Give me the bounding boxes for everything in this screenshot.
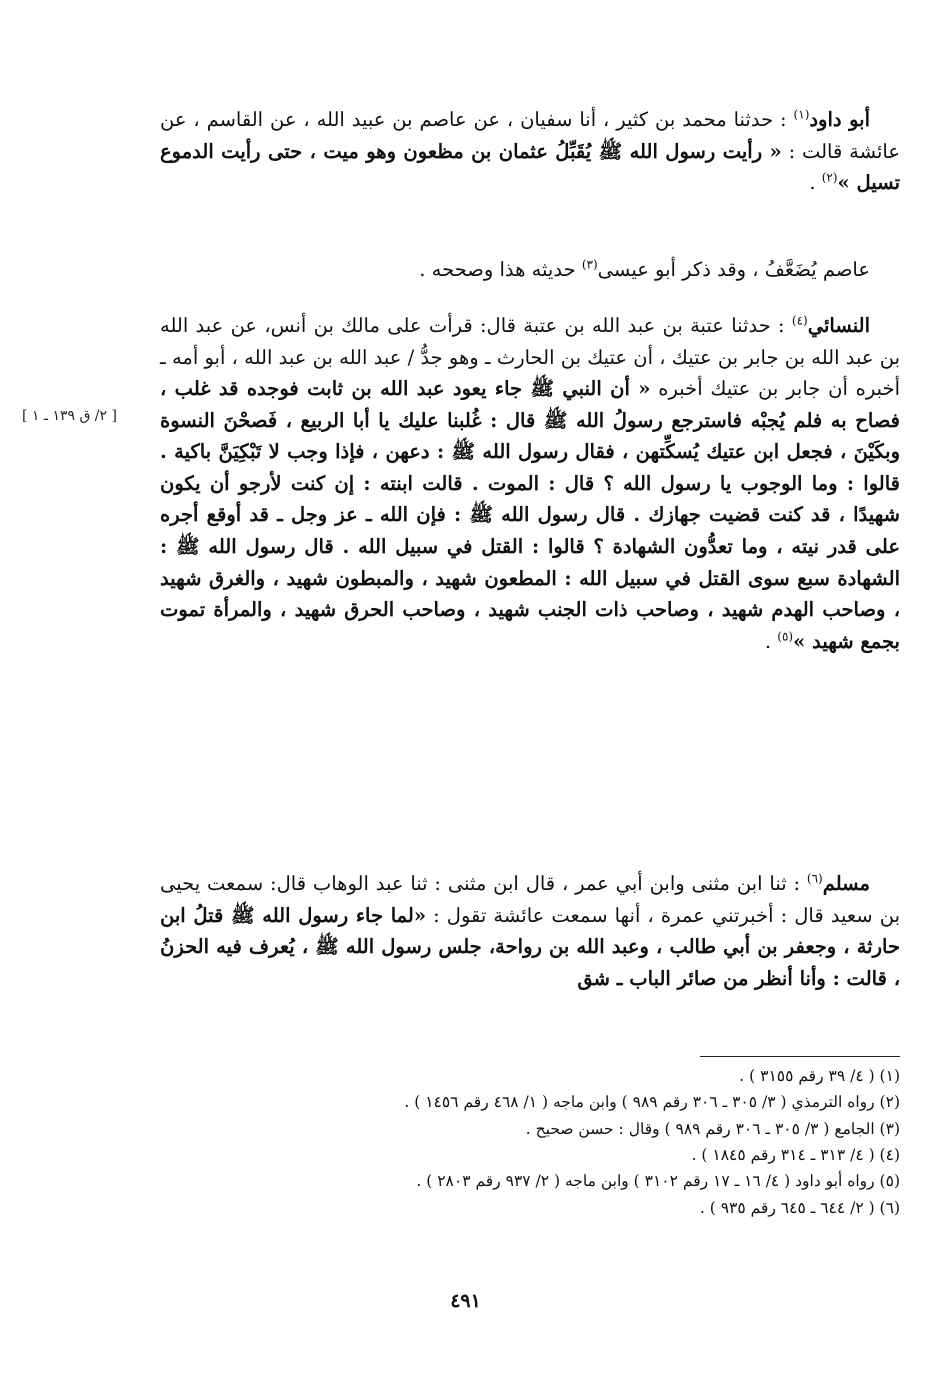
footnotes: [160, 1063, 900, 1221]
footnote-4: (٤) ( ٤/ ٣١٣ ـ ٣١٤ رقم ١٨٤٥ ) .: [691, 1146, 900, 1165]
hadith-text: « أن النبي ﷺ جاء يعود عبد الله بن ثابت فوجده قد غلب ، فصاح به فلم يُجبْه فاسترجع رسولُ الله ﷺ قال : غُلبنا عليك يا أبا الربيع ، فَصحْنَ النسوة وبكَيْنَ ، فجعل ابن عتيك يُسكِّتهن ، فقال رسول الله ﷺ : دعهن ، فإذا وجب لا تَبْكِيَنَّ باكية . قالوا : وما الوجوب يا رسول الله ؟ قال : الموت . قالت ابنته : إن كنت لأرجو أن يكون شهيدًا ، قد كنت قضيت جهازك . قال رسول الله ﷺ : فإن الله ـ عز وجل ـ قد أوقع أجره على قدر نيته ، وما تعدُّون الشهادة ؟ قالوا : القتل في سبيل الله . قال رسول الله ﷺ : الشهادة سبع سوى القتل في سبيل الله : المطعون شهيد ، والمبطون شهيد ، والغرق شهيد ، وصاحب الهدم شهيد ، وصاحب ذات الجنب شهيد ، وصاحب الحرق شهيد ، والمرأة تموت بجمع شهيد »: [160, 377, 900, 653]
paragraph-nasai: [160, 310, 900, 657]
footnote-ref: (٦): [806, 871, 823, 886]
isnad-text: : حدثنا عتبة بن عبد الله بن عتبة قال: قرأت على مالك بن أنس، عن عبد الله بن عبد الله بن جابر بن عتيك ، أن عتيك بن الحارث ـ وهو جدُّ / عبد الله بن عبد الله ، أبو أمه ـ أخبره أن جابر بن عتيك أخبره: [160, 314, 900, 401]
hadith-text: «لما جاء رسول الله ﷺ قتلُ ابن حارثة ، وجعفر بن أبي طالب ، وعبد الله بن رواحة، جلس رسول الله ﷺ ، يُعرف فيه الحزنُ ، قالت : وأنا أنظر من صائر الباب ـ شق: [160, 903, 900, 990]
footnote-5: (٥) رواه أبو داود ( ٤/ ١٦ ـ ١٧ رقم ٣١٠٢ ) وابن ماجه ( ٢/ ٩٣٧ رقم ٢٨٠٣ ) .: [416, 1172, 900, 1191]
footnote-ref: (٢): [821, 170, 838, 185]
footnote-2: (٢) رواه الترمذي ( ٣/ ٣٠٥ ـ ٣٠٦ رقم ٩٨٩ ) وابن ماجه ( ١/ ٤٦٨ رقم ١٤٥٦ ) .: [404, 1093, 900, 1112]
footnote-ref: (٤): [791, 313, 808, 328]
commentary-text: عاصم يُضَعَّفُ ، وقد ذكر أبو عيسى: [597, 258, 870, 281]
footnote-1: (١) ( ٤/ ٣٩ رقم ٣١٥٥ ) .: [739, 1067, 900, 1085]
manuscript-margin-note: [ ٢/ ق ١٣٩ ـ ١ ]: [22, 408, 117, 424]
trailing-text: .: [809, 171, 822, 195]
page-number: ٤٩١: [450, 1290, 481, 1312]
footnote-6: (٦) ( ٢/ ٦٤٤ ـ ٦٤٥ رقم ٩٣٥ ) .: [699, 1198, 900, 1217]
trailing-text: حديثه هذا وصححه .: [419, 258, 582, 281]
paragraph-muslim: [160, 868, 900, 994]
footnote-ref: (١): [793, 107, 810, 122]
trailing-text: .: [764, 629, 778, 653]
isnad-text: : حدثنا محمد بن كثير ، أنا سفيان ، عن عاصم بن عبيد الله ، عن القاسم ، عن عائشة قالت :: [160, 108, 901, 163]
hadith-text: « رأيت رسول الله ﷺ يُقَبِّلُ عثمان بن مظعون وهو ميت ، حتى رأيت الدموع تسيل »: [160, 139, 900, 195]
source-name: النسائي: [807, 314, 870, 337]
paragraph-commentary: [160, 254, 900, 286]
footnote-ref: (٥): [777, 629, 794, 644]
isnad-text: : ثنا ابن مثنى وابن أبي عمر ، قال ابن مثنى : ثنا عبد الوهاب قال: سمعت يحيى بن سعيد قال : أخبرتني عمرة ، أنها سمعت عائشة تقول :: [160, 872, 900, 927]
paragraph-abu-dawud: [160, 104, 900, 199]
footnote-3: (٣) الجامع ( ٣/ ٣٠٥ ـ ٣٠٦ رقم ٩٨٩ ) وقال : حسن صحيح .: [525, 1119, 900, 1138]
footnote-ref: (٣): [581, 257, 598, 272]
footnote-divider: [700, 1056, 900, 1057]
source-name: مسلم: [822, 872, 870, 895]
source-name: أبو داود: [809, 108, 870, 131]
